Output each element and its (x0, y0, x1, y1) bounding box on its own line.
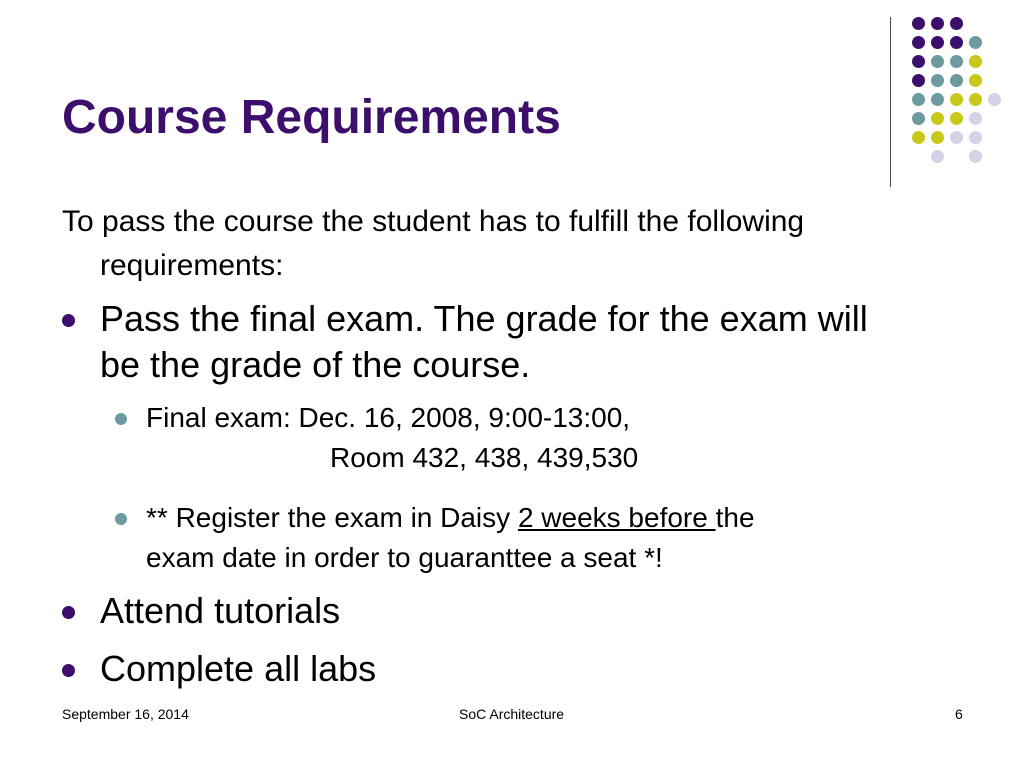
decorative-dot (969, 150, 982, 163)
decorative-dot (969, 36, 982, 49)
footer-title: SoC Architecture (459, 706, 565, 722)
decorative-dot (969, 93, 982, 106)
sub-bullet-dot (115, 513, 127, 525)
decorative-dot (912, 93, 925, 106)
decorative-dot (969, 131, 982, 144)
decorative-dot (931, 74, 944, 87)
sub-bullet-line-1 (115, 498, 915, 538)
sub-bullet-exam-date (115, 398, 915, 478)
sub-bullet-line-1: Final exam: Dec. 16, 2008, 9:00-13:00, (146, 402, 631, 433)
sub-bullet-line-2: exam date in order to guaranttee a seat *! (146, 542, 663, 573)
intro-line-2: requirements: (100, 249, 284, 282)
decorative-dot (912, 36, 925, 49)
bullet-dot (62, 664, 75, 677)
bullet-item-final-exam (62, 296, 962, 388)
decorative-dot (950, 74, 963, 87)
decorative-dot (969, 74, 982, 87)
decorative-dot (969, 55, 982, 68)
decorative-dot (950, 55, 963, 68)
intro-line-1: To pass the course the student has to fulfill the following (62, 205, 805, 238)
decorative-dot (912, 74, 925, 87)
slide-title: Course Requirements (62, 91, 561, 144)
footer-page-number: 6 (955, 706, 963, 722)
decorative-dot (950, 36, 963, 49)
decorative-dot (950, 93, 963, 106)
bullet-text: Complete all labs (100, 648, 377, 689)
bullet-line-1: Pass the final exam. The grade for the exam will (100, 298, 868, 339)
register-underlined-text: 2 weeks before (517, 502, 716, 533)
decorative-dot (912, 55, 925, 68)
decorative-dot (931, 112, 944, 125)
decorative-dot (931, 55, 944, 68)
decorative-dot (950, 131, 963, 144)
decorative-dot (931, 131, 944, 144)
decorative-dot (912, 131, 925, 144)
decorative-dot (912, 17, 925, 30)
bullet-item-labs (62, 646, 962, 692)
decorative-dot (988, 93, 1001, 106)
bullet-dot (62, 314, 75, 327)
footer-date: September 16, 2014 (62, 706, 189, 722)
decorative-dot (912, 112, 925, 125)
bullet-text: Attend tutorials (100, 590, 341, 631)
decorative-dot (950, 112, 963, 125)
decorative-dot (931, 17, 944, 30)
intro-text (62, 200, 962, 288)
register-post-text: the (715, 502, 755, 533)
sub-bullet-dot (115, 413, 127, 425)
decorative-dot (931, 150, 944, 163)
bullet-dot (62, 606, 75, 619)
decorative-dot (950, 17, 963, 30)
bullet-item-tutorials (62, 588, 962, 634)
sub-bullet-line-2: Room 432, 438, 439,530 (330, 442, 639, 473)
decorative-dot (969, 112, 982, 125)
vertical-divider (890, 17, 891, 187)
bullet-line-2: be the grade of the course. (100, 344, 531, 385)
decorative-dot (931, 36, 944, 49)
sub-bullet-register (115, 498, 915, 578)
decorative-dot (931, 93, 944, 106)
register-pre-text: ** Register the exam in Daisy (146, 502, 518, 533)
